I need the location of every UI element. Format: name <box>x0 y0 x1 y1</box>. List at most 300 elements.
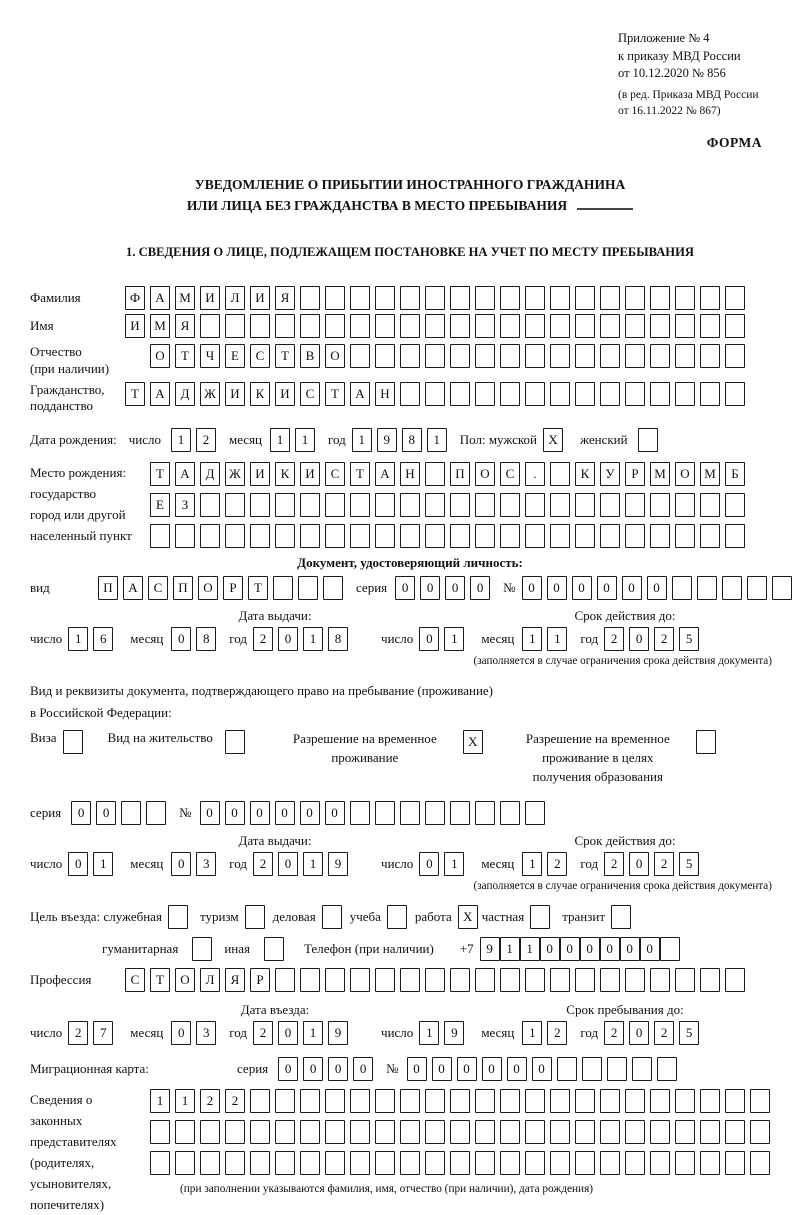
char-cell <box>550 314 570 338</box>
guardians-row3-cells <box>150 1151 775 1175</box>
char-cell: Я <box>225 968 245 992</box>
char-cell: X <box>463 730 483 754</box>
char-cell: 1 <box>520 937 540 961</box>
char-cell <box>700 1151 720 1175</box>
char-cell: 2 <box>604 1021 624 1045</box>
char-cell: 0 <box>225 801 245 825</box>
char-cell <box>225 730 245 754</box>
res-issue-month-cells <box>171 852 221 876</box>
char-cell: 0 <box>303 1057 323 1081</box>
char-cell <box>322 905 342 929</box>
res-series-label: серия <box>30 804 62 820</box>
char-cell <box>350 524 370 548</box>
title-underline <box>577 196 633 210</box>
char-cell <box>400 968 420 992</box>
purpose-tourism-checkbox <box>245 905 265 929</box>
char-cell: 9 <box>480 937 500 961</box>
char-cell: А <box>175 462 195 486</box>
char-cell <box>575 524 595 548</box>
char-cell <box>650 968 670 992</box>
char-cell <box>250 524 270 548</box>
char-cell: 5 <box>679 627 699 651</box>
char-cell <box>450 1151 470 1175</box>
char-cell <box>600 1151 620 1175</box>
char-cell: О <box>325 344 345 368</box>
char-cell <box>225 314 245 338</box>
char-cell <box>400 1151 420 1175</box>
char-cell <box>625 493 645 517</box>
char-cell: 0 <box>457 1057 477 1081</box>
appendix-line: Приложение № 4 <box>618 31 710 45</box>
char-cell: П <box>450 462 470 486</box>
char-cell <box>650 314 670 338</box>
char-cell: 0 <box>547 576 567 600</box>
char-cell <box>525 286 545 310</box>
char-cell <box>600 524 620 548</box>
char-cell <box>525 1120 545 1144</box>
visa-checkbox <box>63 730 88 754</box>
char-cell <box>550 968 570 992</box>
doc-series-label: серия <box>356 579 388 595</box>
char-cell <box>500 286 520 310</box>
char-cell <box>375 968 395 992</box>
char-cell: 1 <box>419 1021 439 1045</box>
char-cell: 0 <box>560 937 580 961</box>
char-cell <box>192 937 212 961</box>
char-cell: 1 <box>303 627 323 651</box>
birth-year-cells <box>352 428 452 452</box>
char-cell <box>696 730 716 754</box>
char-cell <box>300 314 320 338</box>
sex-male-checkbox <box>543 428 568 452</box>
char-cell <box>225 1120 245 1144</box>
stay-day-cells <box>419 1021 469 1045</box>
char-cell: Р <box>223 576 243 600</box>
char-cell: 0 <box>629 627 649 651</box>
char-cell <box>325 1151 345 1175</box>
char-cell <box>550 1089 570 1113</box>
char-cell: 0 <box>470 576 490 600</box>
char-cell: 1 <box>175 1089 195 1113</box>
char-cell <box>725 286 745 310</box>
char-cell <box>275 968 295 992</box>
char-cell <box>425 524 445 548</box>
char-cell <box>200 1151 220 1175</box>
char-cell: Е <box>225 344 245 368</box>
char-cell: 1 <box>522 1021 542 1045</box>
char-cell <box>750 1120 770 1144</box>
char-cell <box>700 382 720 406</box>
char-cell <box>575 382 595 406</box>
char-cell <box>323 576 343 600</box>
char-cell: С <box>500 462 520 486</box>
char-cell: 2 <box>196 428 216 452</box>
citizenship-label: Гражданство, подданство <box>30 381 105 414</box>
char-cell: 1 <box>270 428 290 452</box>
char-cell <box>400 1089 420 1113</box>
char-cell: 9 <box>328 852 348 876</box>
char-cell <box>387 905 407 929</box>
char-cell: 0 <box>275 801 295 825</box>
guardians-row2-cells <box>150 1120 775 1144</box>
char-cell: 2 <box>604 627 624 651</box>
char-cell: А <box>123 576 143 600</box>
char-cell: 0 <box>278 1021 298 1045</box>
identity-doc-row <box>30 576 790 600</box>
birthplace-row1-cells <box>150 462 750 486</box>
purpose-business-checkbox <box>322 905 342 929</box>
char-cell: 2 <box>547 1021 567 1045</box>
stay-month-cells <box>522 1021 572 1045</box>
validity-note: (заполняется в случае ограничения срока действия документа) <box>473 654 772 667</box>
birthplace-block <box>30 462 790 555</box>
res-validity-note: (заполняется в случае ограничения срока действия документа) <box>473 879 772 892</box>
stay-year-cells <box>604 1021 704 1045</box>
char-cell: 5 <box>679 852 699 876</box>
char-cell: М <box>650 462 670 486</box>
char-cell <box>475 314 495 338</box>
char-cell: 2 <box>253 627 273 651</box>
char-cell: 0 <box>482 1057 502 1081</box>
residence-permit-label: Вид на жительство <box>107 730 213 746</box>
char-cell: 6 <box>93 627 113 651</box>
char-cell: 1 <box>500 937 520 961</box>
char-cell <box>225 524 245 548</box>
char-cell: Л <box>200 968 220 992</box>
char-cell <box>275 1089 295 1113</box>
char-cell <box>750 1089 770 1113</box>
char-cell <box>675 1151 695 1175</box>
char-cell: 9 <box>444 1021 464 1045</box>
birthplace-label: Место рождения: государство город или другой населенный пункт <box>30 465 132 544</box>
char-cell <box>225 493 245 517</box>
citizenship-row <box>30 382 790 415</box>
char-cell <box>425 493 445 517</box>
char-cell <box>425 968 445 992</box>
char-cell <box>450 314 470 338</box>
char-cell: 5 <box>679 1021 699 1045</box>
char-cell <box>725 1151 745 1175</box>
guardians-cells-block <box>150 1089 775 1196</box>
char-cell <box>500 1151 520 1175</box>
char-cell <box>475 286 495 310</box>
char-cell: 0 <box>445 576 465 600</box>
mig-series-cells <box>278 1057 378 1081</box>
char-cell: 0 <box>250 801 270 825</box>
char-cell: 2 <box>253 852 273 876</box>
res-valid-until-header: Срок действия до: <box>574 832 676 848</box>
char-cell: М <box>700 462 720 486</box>
id-valid-day-cells <box>419 627 469 651</box>
char-cell: А <box>350 382 370 406</box>
char-cell <box>150 1151 170 1175</box>
char-cell <box>575 1089 595 1113</box>
char-cell <box>475 493 495 517</box>
valid-until-header: Срок действия до: <box>574 607 676 623</box>
birthdate-row: Дата рождения: число 1 2 месяц 1 1 год 1 9 8 1 Пол: мужской X женский <box>30 428 790 452</box>
doc-number-label: № <box>503 579 516 595</box>
form-title-line1: УВЕДОМЛЕНИЕ О ПРИБЫТИИ ИНОСТРАННОГО ГРАЖДАНИНА <box>194 176 626 192</box>
name-row <box>30 314 790 338</box>
char-cell <box>550 1151 570 1175</box>
char-cell <box>500 344 520 368</box>
char-cell <box>275 524 295 548</box>
entry-day-cells <box>68 1021 118 1045</box>
char-cell <box>600 1089 620 1113</box>
char-cell <box>675 524 695 548</box>
char-cell <box>550 462 570 486</box>
char-cell <box>425 1089 445 1113</box>
profession-cells <box>125 968 750 992</box>
char-cell <box>200 314 220 338</box>
char-cell <box>575 1151 595 1175</box>
char-cell <box>575 344 595 368</box>
char-cell <box>225 1151 245 1175</box>
char-cell <box>475 1089 495 1113</box>
char-cell: 0 <box>622 576 642 600</box>
char-cell <box>425 801 445 825</box>
char-cell <box>150 1120 170 1144</box>
char-cell <box>63 730 83 754</box>
char-cell: И <box>300 462 320 486</box>
char-cell: 0 <box>629 1021 649 1045</box>
birthplace-row2-cells <box>150 493 750 517</box>
purpose-official-checkbox <box>168 905 188 929</box>
char-cell: 1 <box>444 852 464 876</box>
doc-series-cells <box>395 576 495 600</box>
char-cell <box>475 968 495 992</box>
char-cell: 2 <box>604 852 624 876</box>
id-valid-year-cells <box>604 627 704 651</box>
char-cell <box>550 524 570 548</box>
char-cell <box>250 1120 270 1144</box>
char-cell <box>725 344 745 368</box>
char-cell <box>600 286 620 310</box>
char-cell <box>525 1089 545 1113</box>
purpose-transit-checkbox <box>611 905 631 929</box>
char-cell: 0 <box>328 1057 348 1081</box>
char-cell <box>300 1151 320 1175</box>
char-cell: 2 <box>654 627 674 651</box>
char-cell <box>300 1120 320 1144</box>
char-cell <box>275 1120 295 1144</box>
char-cell: П <box>98 576 118 600</box>
char-cell: 0 <box>171 1021 191 1045</box>
char-cell <box>450 968 470 992</box>
migration-card-label: Миграционная карта: <box>30 1061 149 1077</box>
char-cell <box>700 1089 720 1113</box>
char-cell <box>500 524 520 548</box>
char-cell: Н <box>375 382 395 406</box>
char-cell <box>675 344 695 368</box>
char-cell: 1 <box>303 852 323 876</box>
char-cell <box>375 493 395 517</box>
temp-edu-label: Разрешение на временное проживание в целях получения образования <box>525 731 670 784</box>
birthdate-label: Дата рождения: <box>30 432 117 448</box>
char-cell: Р <box>250 968 270 992</box>
char-cell <box>625 314 645 338</box>
doc-number-cells <box>522 576 797 600</box>
char-cell <box>600 344 620 368</box>
citizenship-cells <box>125 382 750 406</box>
char-cell: 0 <box>278 627 298 651</box>
char-cell: 2 <box>654 852 674 876</box>
char-cell: С <box>325 462 345 486</box>
char-cell: 1 <box>295 428 315 452</box>
char-cell <box>273 576 293 600</box>
char-cell: 2 <box>200 1089 220 1113</box>
char-cell: 0 <box>532 1057 552 1081</box>
char-cell: О <box>150 344 170 368</box>
char-cell <box>375 1120 395 1144</box>
doc-kind-cells <box>98 576 348 600</box>
char-cell <box>350 493 370 517</box>
char-cell <box>607 1057 627 1081</box>
char-cell: 0 <box>278 1057 298 1081</box>
name-label: Имя <box>30 318 54 334</box>
char-cell <box>475 801 495 825</box>
char-cell: У <box>600 462 620 486</box>
char-cell <box>500 801 520 825</box>
profession-row <box>30 968 790 992</box>
char-cell: Т <box>248 576 268 600</box>
char-cell: 0 <box>507 1057 527 1081</box>
char-cell: 0 <box>522 576 542 600</box>
form-word: ФОРМА <box>706 134 762 150</box>
char-cell <box>275 314 295 338</box>
char-cell: К <box>250 382 270 406</box>
issue-date-header: Дата выдачи: <box>238 607 312 623</box>
char-cell <box>600 493 620 517</box>
residence-doc-series-row <box>30 801 790 825</box>
res-valid-day-cells <box>419 852 469 876</box>
char-cell <box>575 493 595 517</box>
char-cell <box>250 314 270 338</box>
res-series-cells <box>71 801 171 825</box>
char-cell <box>200 524 220 548</box>
surname-row <box>30 286 790 310</box>
char-cell <box>550 344 570 368</box>
stay-until-header: Срок пребывания до: <box>566 1001 684 1017</box>
char-cell <box>200 493 220 517</box>
id-dates-header <box>30 608 790 624</box>
char-cell: Ж <box>225 462 245 486</box>
char-cell <box>450 524 470 548</box>
char-cell <box>657 1057 677 1081</box>
char-cell: 0 <box>647 576 667 600</box>
char-cell <box>725 1120 745 1144</box>
char-cell <box>700 493 720 517</box>
char-cell <box>575 286 595 310</box>
res-dates-header <box>30 833 790 849</box>
char-cell: 0 <box>597 576 617 600</box>
char-cell: К <box>575 462 595 486</box>
char-cell <box>600 314 620 338</box>
char-cell: С <box>125 968 145 992</box>
char-cell: 0 <box>171 627 191 651</box>
char-cell <box>638 428 658 452</box>
char-cell: И <box>125 314 145 338</box>
edition-line: от 16.11.2022 № 867) <box>618 104 721 117</box>
char-cell: 0 <box>325 801 345 825</box>
char-cell: 1 <box>93 852 113 876</box>
char-cell <box>625 1120 645 1144</box>
char-cell <box>425 286 445 310</box>
identity-doc-heading: Документ, удостоверяющий личность: <box>297 555 523 571</box>
char-cell: 0 <box>432 1057 452 1081</box>
char-cell <box>675 1120 695 1144</box>
char-cell <box>675 382 695 406</box>
char-cell: С <box>300 382 320 406</box>
char-cell: 8 <box>328 627 348 651</box>
char-cell: 0 <box>353 1057 373 1081</box>
char-cell <box>200 1120 220 1144</box>
char-cell <box>400 286 420 310</box>
char-cell: О <box>475 462 495 486</box>
char-cell: Б <box>725 462 745 486</box>
char-cell: 0 <box>419 852 439 876</box>
char-cell: Я <box>275 286 295 310</box>
char-cell: 0 <box>540 937 560 961</box>
char-cell: 0 <box>68 852 88 876</box>
res-issue-year-cells <box>253 852 353 876</box>
char-cell <box>300 524 320 548</box>
char-cell: Л <box>225 286 245 310</box>
char-cell: 2 <box>225 1089 245 1113</box>
char-cell <box>625 344 645 368</box>
char-cell <box>425 382 445 406</box>
char-cell: . <box>525 462 545 486</box>
char-cell: 0 <box>407 1057 427 1081</box>
form-title-line2: ИЛИ ЛИЦА БЕЗ ГРАЖДАНСТВА В МЕСТО ПРЕБЫВАНИЯ <box>186 198 568 214</box>
guardians-block <box>30 1089 790 1215</box>
char-cell: К <box>275 462 295 486</box>
char-cell: И <box>225 382 245 406</box>
char-cell <box>325 968 345 992</box>
char-cell: X <box>543 428 563 452</box>
doc-kind-label: вид <box>30 579 50 595</box>
char-cell <box>325 286 345 310</box>
char-cell <box>350 801 370 825</box>
entry-year-cells <box>253 1021 353 1045</box>
char-cell <box>625 524 645 548</box>
appendix-block <box>618 30 790 119</box>
char-cell <box>425 344 445 368</box>
purpose-work-checkbox <box>458 905 478 929</box>
char-cell <box>700 1120 720 1144</box>
char-cell: Е <box>150 493 170 517</box>
char-cell <box>700 314 720 338</box>
char-cell <box>525 382 545 406</box>
temp-residence-checkbox <box>463 730 488 754</box>
char-cell <box>375 801 395 825</box>
surname-label: Фамилия <box>30 290 81 306</box>
char-cell <box>450 801 470 825</box>
char-cell <box>375 314 395 338</box>
mig-number-cells <box>407 1057 682 1081</box>
char-cell <box>500 314 520 338</box>
char-cell: 0 <box>171 852 191 876</box>
char-cell <box>747 576 767 600</box>
char-cell <box>672 576 692 600</box>
char-cell <box>450 286 470 310</box>
char-cell <box>625 382 645 406</box>
residence-permit-checkbox <box>225 730 250 754</box>
char-cell <box>500 968 520 992</box>
char-cell <box>525 968 545 992</box>
char-cell: М <box>175 286 195 310</box>
char-cell <box>675 1089 695 1113</box>
